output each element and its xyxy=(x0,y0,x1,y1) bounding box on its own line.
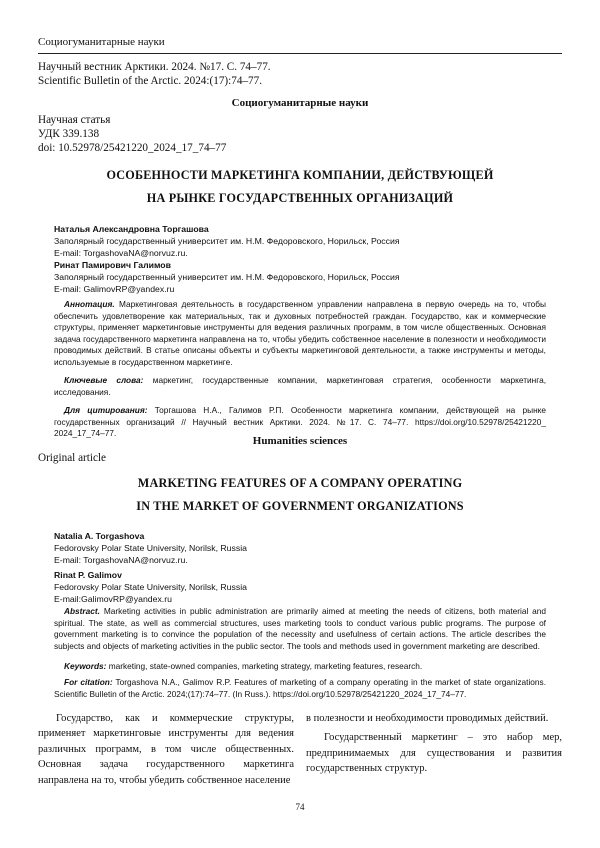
author-ru-1 xyxy=(54,223,546,259)
author-ru-2 xyxy=(54,259,546,295)
author-name: Ринат Памирович Галимов xyxy=(54,260,171,270)
body-paragraph: в полезности и необходимости проводимых действий. xyxy=(306,713,549,724)
body-paragraph: Государственный маркетинг – это набор мер, предпринимаемых для существования и развития государственных структур. xyxy=(306,732,562,775)
title-ru-line1: ОСОБЕННОСТИ МАРКЕТИНГА КОМПАНИИ, ДЕЙСТВУЮЩЕЙ xyxy=(106,168,494,182)
keywords-en-label: Keywords: xyxy=(64,661,107,671)
author-email[interactable]: E-mail:GalimovRP@yandex.ru xyxy=(54,594,172,604)
cite-ru-label: Для цитирования: xyxy=(64,405,148,415)
title-en-line1: MARKETING FEATURES OF A COMPANY OPERATING xyxy=(137,476,463,490)
authors-en xyxy=(54,530,546,605)
author-email[interactable]: E-mail: TorgashovaNA@norvuz.ru. xyxy=(54,248,188,258)
article-type-en: Original article xyxy=(38,452,107,464)
citation-en-line: Scientific Bulletin of the Arctic. 2024:(17):74–77. xyxy=(38,75,263,87)
keywords-en xyxy=(54,661,546,673)
keywords-ru xyxy=(54,375,546,398)
author-email[interactable]: E-mail: GalimovRP@yandex.ru xyxy=(54,284,175,294)
doi: doi: 10.52978/25421220_2024_17_74–77 xyxy=(38,142,227,154)
abstract-en xyxy=(54,606,546,652)
abstract-ru-text: Маркетинговая деятельность в государственном управлении направлена в первую очередь на то, чтобы обеспечить удовлетворение как материальных, так и духовных потребностей граждан. Государство, как и коммерческие структуры, применяет маркетинговые инструменты для ведения различных программ, в том числе общественных. Основная задача государственного маркетинга направлена на то, чтобы убедить собственное население в полезности и необходимости проводимых действий. В статье описаны объекты и субъекты маркетинговой деятельности, а также инструменты и методы, используемые в государственном маркетинге. xyxy=(54,299,546,367)
author-affiliation: Заполярный государственный университет им. Н.М. Федоровского, Норильск, Россия xyxy=(54,272,400,282)
page-number: 74 xyxy=(295,802,305,812)
title-en xyxy=(38,472,562,518)
keywords-en-text: marketing, state-owned companies, marketing strategy, marketing features, research. xyxy=(108,661,423,671)
author-name: Наталья Александровна Торгашова xyxy=(54,224,209,234)
abstract-ru-label: Аннотация. xyxy=(64,299,115,309)
cite-ru-text: Торгашова Н.А., Галимов Р.П. Особенности маркетинга компании, действующей на рынке государственных организаций // Научный вестник Арктики. 2024. №17. С. 74–77. https://doi.org/10.52978/25421220_ 2024_17_74–77. xyxy=(54,405,546,439)
section-title-ru: Социогуманитарные науки xyxy=(231,97,369,109)
body-column-2 xyxy=(306,711,562,777)
author-email[interactable]: E-mail: TorgashovaNA@norvuz.ru. xyxy=(54,555,188,565)
abstract-en-label: Abstract. xyxy=(64,606,100,616)
author-affiliation: Fedorovsky Polar State University, Norilsk, Russia xyxy=(54,582,247,592)
author-name: Natalia A. Torgashova xyxy=(54,531,145,541)
citation-en xyxy=(54,677,546,700)
cite-en-text: Torgashova N.A., Galimov R.P. Features of marketing of a company operating in the market of state organizations. Scientific Bulletin of the Arctic. 2024;(17):74–77. (In Russ.). https://doi.org/10.52978/25421220_2024_17_74–77. xyxy=(54,677,546,699)
running-header: Социогуманитарные науки xyxy=(38,36,165,48)
abstract-en-text: Marketing activities in public administration are primarily aimed at meeting the needs of citizens, both material and spiritual. The state, as well as commercial structures, uses marketing tools to conduct various public programs. The purpose of government marketing is to convince the population of the necessity and usefulness of certain actions. The article describes the subjects and objects of marketing activities in the public sector. The tools and methods used in government marketing are described. xyxy=(54,606,547,651)
author-affiliation: Заполярный государственный университет им. Н.М. Федоровского, Норильск, Россия xyxy=(54,236,400,246)
udk: УДК 339.138 xyxy=(38,128,100,140)
body-column-1: Государство, как и коммерческие структуры, применяет маркетинговые инструменты для ведения различных программ, в том числе общественных. Основная задача государственного маркетинга направлена на то, чтобы убедить собственное население xyxy=(38,713,294,786)
title-en-line2: IN THE MARKET OF GOVERNMENT ORGANIZATIONS xyxy=(136,499,464,513)
article-type-ru: Научная статья xyxy=(38,114,111,126)
author-affiliation: Fedorovsky Polar State University, Norilsk, Russia xyxy=(54,543,247,553)
authors-ru xyxy=(54,223,546,295)
header-rule xyxy=(38,53,562,54)
keywords-ru-text: маркетинг, государственные компании, маркетинговая стратегия, особенности маркетинга, исследования. xyxy=(54,375,546,397)
author-en-1 xyxy=(54,530,546,566)
abstract-ru xyxy=(54,299,546,369)
section-title-en: Humanities sciences xyxy=(252,435,348,447)
title-ru xyxy=(38,164,562,210)
author-name: Rinat P. Galimov xyxy=(54,570,122,580)
citation-ru-line: Научный вестник Арктики. 2024. №17. С. 74–77. xyxy=(38,61,271,73)
author-en-2 xyxy=(54,569,546,605)
cite-en-label: For citation: xyxy=(64,677,113,687)
title-ru-line2: НА РЫНКЕ ГОСУДАРСТВЕННЫХ ОРГАНИЗАЦИЙ xyxy=(146,191,454,205)
keywords-ru-label: Ключевые слова: xyxy=(64,375,144,385)
